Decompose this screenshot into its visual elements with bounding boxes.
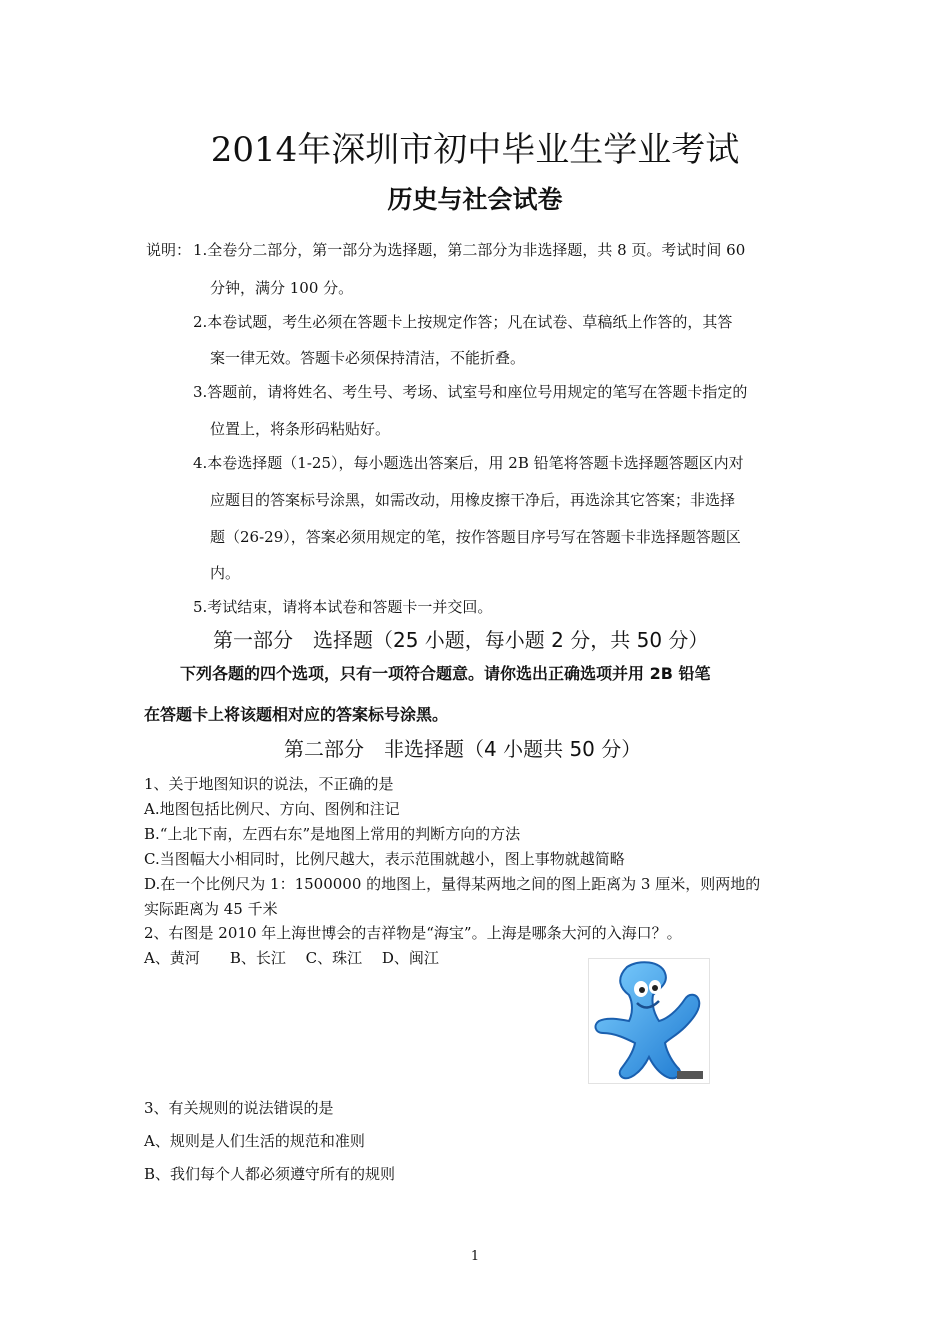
haibao-mascot-icon: [589, 959, 709, 1083]
question-1-option-a: A.地图包括比例尺、方向、图例和注记: [144, 800, 400, 818]
part-1-instruction-line-1: 下列各题的四个选项，只有一项符合题意。请你选出正确选项并用 2B 铅笔: [180, 664, 711, 683]
question-3-option-a: A、规则是人们生活的规范和准则: [144, 1132, 365, 1150]
question-1-option-d-line-2: 实际距离为 45 千米: [144, 900, 278, 918]
note-4-line-3: 题（26-29），答案必须用规定的笔，按作答题目序号写在答题卡非选择题答题区: [210, 528, 741, 546]
question-1: 1、关于地图知识的说法，不正确的是: [144, 775, 394, 793]
note-2-line-1: 2.本卷试题，考生必须在答题卡上按规定作答；凡在试卷、草稿纸上作答的，其答: [193, 313, 733, 331]
notes-label: 说明：: [146, 241, 192, 259]
exam-title: 2014年深圳市初中毕业生学业考试: [210, 130, 740, 170]
part-1-instruction-line-2: 在答题卡上将该题相对应的答案标号涂黑。: [144, 705, 449, 724]
note-1-line-1: 1.全卷分二部分，第一部分为选择题，第二部分为非选择题，共 8 页。考试时间 60: [193, 241, 746, 259]
page-number: 1: [470, 1249, 480, 1264]
note-4-line-4: 内。: [210, 564, 241, 582]
question-1-option-d-line-1: D.在一个比例尺为 1：1500000 的地图上，量得某两地之间的图上距离为 3 厘米，则两地的: [144, 875, 761, 893]
question-3: 3、有关规则的说法错误的是: [144, 1099, 334, 1117]
note-5: 5.考试结束，请将本试卷和答题卡一并交回。: [193, 598, 493, 616]
haibao-mascot-image: [588, 958, 710, 1084]
part-2-heading: 第二部分 非选择题（4 小题共 50 分）: [284, 737, 642, 761]
question-1-option-c: C.当图幅大小相同时，比例尺越大，表示范围就越小，图上事物就越简略: [144, 850, 625, 868]
question-2: 2、右图是 2010 年上海世博会的吉祥物是“海宝”。上海是哪条大河的入海口？。: [144, 924, 682, 942]
exam-subtitle: 历史与社会试卷: [387, 185, 563, 214]
note-4-line-2: 应题目的答案标号涂黑，如需改动，用橡皮擦干净后，再选涂其它答案；非选择: [210, 491, 736, 509]
note-2-line-2: 案一律无效。答题卡必须保持清洁，不能折叠。: [210, 349, 526, 367]
part-1-heading: 第一部分 选择题（25 小题，每小题 2 分，共 50 分）: [213, 628, 709, 652]
note-1-line-2: 分钟，满分 100 分。: [210, 279, 354, 297]
note-4-line-1: 4.本卷选择题（1-25），每小题选出答案后，用 2B 铅笔将答题卡选择题答题区内对: [193, 454, 744, 472]
note-3-line-1: 3.答题前，请将姓名、考生号、考场、试室号和座位号用规定的笔写在答题卡指定的: [193, 383, 748, 401]
question-3-option-b: B、我们每个人都必须遵守所有的规则: [144, 1165, 396, 1183]
note-3-line-2: 位置上，将条形码粘贴好。: [210, 420, 391, 438]
question-2-options: A、黄河 B、长江 C、珠江 D、闽江: [144, 949, 439, 967]
question-1-option-b: B.“上北下南，左西右东”是地图上常用的判断方向的方法: [144, 825, 521, 843]
